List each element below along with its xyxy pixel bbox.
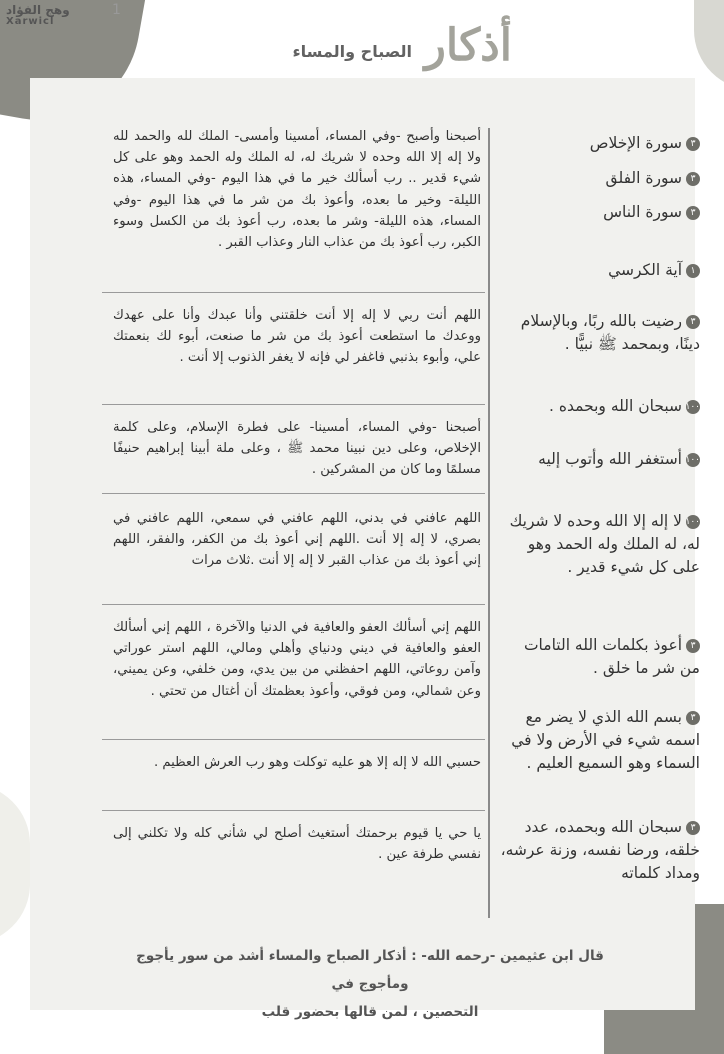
dhikr-item: [500, 310, 700, 356]
title-sub: الصباح والمساء: [292, 42, 412, 61]
dhikr-item: [500, 706, 700, 775]
dua-paragraph: اللهم عافني في بدني، اللهم عافني في سمعي، اللهم عافني في بصري، لا إله إلا أنت .اللهم إني أعوذ بك من الكفر، والفقر، اللهم إني أعوذ بك من عذاب القبر لا إله إلا أنت .ثلاث مرات: [113, 511, 481, 569]
repeat-count-badge: ١٠٠: [685, 454, 700, 465]
footer-line: التحصين ، لمن قالها بحضور قلب: [261, 1004, 479, 1020]
dhikr-text: سورة الإخلاص: [589, 134, 682, 152]
dhikr-item: [500, 201, 700, 224]
repeat-count-badge: ١: [686, 264, 700, 278]
corner-decoration-top-right: [694, 0, 724, 90]
page-title: [232, 20, 512, 90]
page-number: 1: [112, 2, 121, 18]
left-dua-column: [105, 126, 485, 867]
dhikr-text: بسم الله الذي لا يضر مع اسمه شيء في الأرض ولا في السماء وهو السميع العليم .: [511, 708, 700, 772]
separator: [102, 739, 485, 740]
repeat-count-badge: ٣: [686, 137, 700, 151]
dhikr-text: آية الكرسي: [608, 261, 682, 279]
dua-paragraph: أصبحنا -وفي المساء، أمسينا- على فطرة الإسلام، وعلى كلمة الإخلاص، وعلى دين نبينا محمد ﷺ ، وعلى ملة أبينا إبراهيم حنيفًا مسلمًا وما كان من المشركين .: [113, 420, 481, 478]
repeat-count-badge: ٣: [686, 639, 700, 653]
dua-paragraph: حسبي الله لا إله إلا هو عليه توكلت وهو رب العرش العظيم .: [153, 755, 481, 770]
dhikr-text: رضيت بالله ربًا، وبالإسلام دينًا، وبمحمد ﷺ نبيًّا .: [520, 312, 700, 353]
dhikr-item: [500, 259, 700, 282]
corner-decoration-bottom-left: [0, 784, 30, 944]
title-main: أذكار: [424, 20, 512, 71]
dua-paragraph: أصبحنا وأصبح -وفي المساء، أمسينا وأمسى- الملك لله والحمد لله ولا إله إلا الله وحده لا شريك له، له الملك وله الحمد وهو على كل شيء قدير .. رب أسألك خير ما في هذا اليوم -وفي المساء، هذه الليلة- وخير ما بعده، وأعوذ بك من شر ما في هذا اليوم -وفي المساء، هذه الليلة- وشر ما بعده، رب أعوذ بك من الكسل وسوء الكبر، رب أعوذ بك من عذاب النار وعذاب القبر .: [113, 129, 481, 251]
separator: [102, 810, 485, 811]
column-divider: [488, 128, 490, 918]
dhikr-item: [500, 167, 700, 190]
repeat-count-badge: ٣: [686, 711, 700, 725]
footer-line: قال ابن عثيمين -رحمه الله- : أذكار الصباح والمساء أشد من سور يأجوج ومأجوج في: [136, 948, 604, 992]
repeat-count-badge: ٣: [686, 172, 700, 186]
dhikr-item: [500, 816, 700, 885]
separator: [102, 404, 485, 405]
watermark: [6, 4, 70, 27]
dhikr-item: [500, 395, 700, 418]
separator: [102, 493, 485, 494]
dhikr-item: [500, 510, 700, 579]
dua-paragraph: يا حي يا قيوم برحمتك أستغيث أصلح لي شأني كله ولا تكلني إلى نفسي طرفة عين .: [113, 826, 481, 863]
dua-paragraph: اللهم أنت ربي لا إله إلا أنت خلقتني وأنا عبدك وأنا على عهدك ووعدك ما استطعت أعوذ بك من شر ما صنعت، أبوء لك بنعمتك علي، وأبوء بذنبي فاغفر لي فإنه لا يغفر الذنوب إلا أنت .: [113, 308, 481, 366]
dua-paragraph: اللهم إني أسألك العفو والعافية في الدنيا والآخرة ، اللهم إني أسألك العفو والعافية في ديني ودنياي وأهلي ومالي، اللهم استر عوراتي وآمن روعاتي، اللهم احفظني من بين يدي، ومن خلفي، وعن يميني، وعن شمالي، ومن فوقي، وأعوذ بعظمتك أن أغتال من تحتي .: [113, 620, 481, 699]
dhikr-item: [500, 634, 700, 680]
dhikr-text: سورة الناس: [603, 203, 682, 221]
dhikr-text: سبحان الله وبحمده، عدد خلقه، ورضا نفسه، وزنة عرشه، ومداد كلماته: [500, 818, 700, 882]
repeat-count-badge: ١٠٠: [685, 401, 700, 412]
dhikr-item: [500, 448, 700, 471]
brand-handle: Xarwicl: [6, 15, 55, 27]
repeat-count-badge: ٣: [686, 206, 700, 220]
dhikr-text: أعوذ بكلمات الله التامات من شر ما خلق .: [523, 636, 700, 677]
dhikr-text: أستغفر الله وأتوب إليه: [538, 450, 682, 468]
dhikr-text: لا إله إلا الله وحده لا شريك له، له الملك وله الحمد وهو على كل شيء قدير .: [509, 512, 700, 576]
repeat-count-badge: ٣: [686, 315, 700, 329]
brand-arabic-name: وهج الفؤاد: [6, 3, 70, 17]
separator: [102, 604, 485, 605]
repeat-count-badge: ١٠٠: [685, 516, 700, 527]
separator: [102, 292, 485, 293]
footer-quote: [110, 942, 630, 1026]
dhikr-text: سورة الفلق: [605, 169, 682, 187]
dhikr-item: [500, 132, 700, 155]
dhikr-text: سبحان الله وبحمده .: [549, 397, 682, 415]
repeat-count-badge: ٣: [686, 821, 700, 835]
